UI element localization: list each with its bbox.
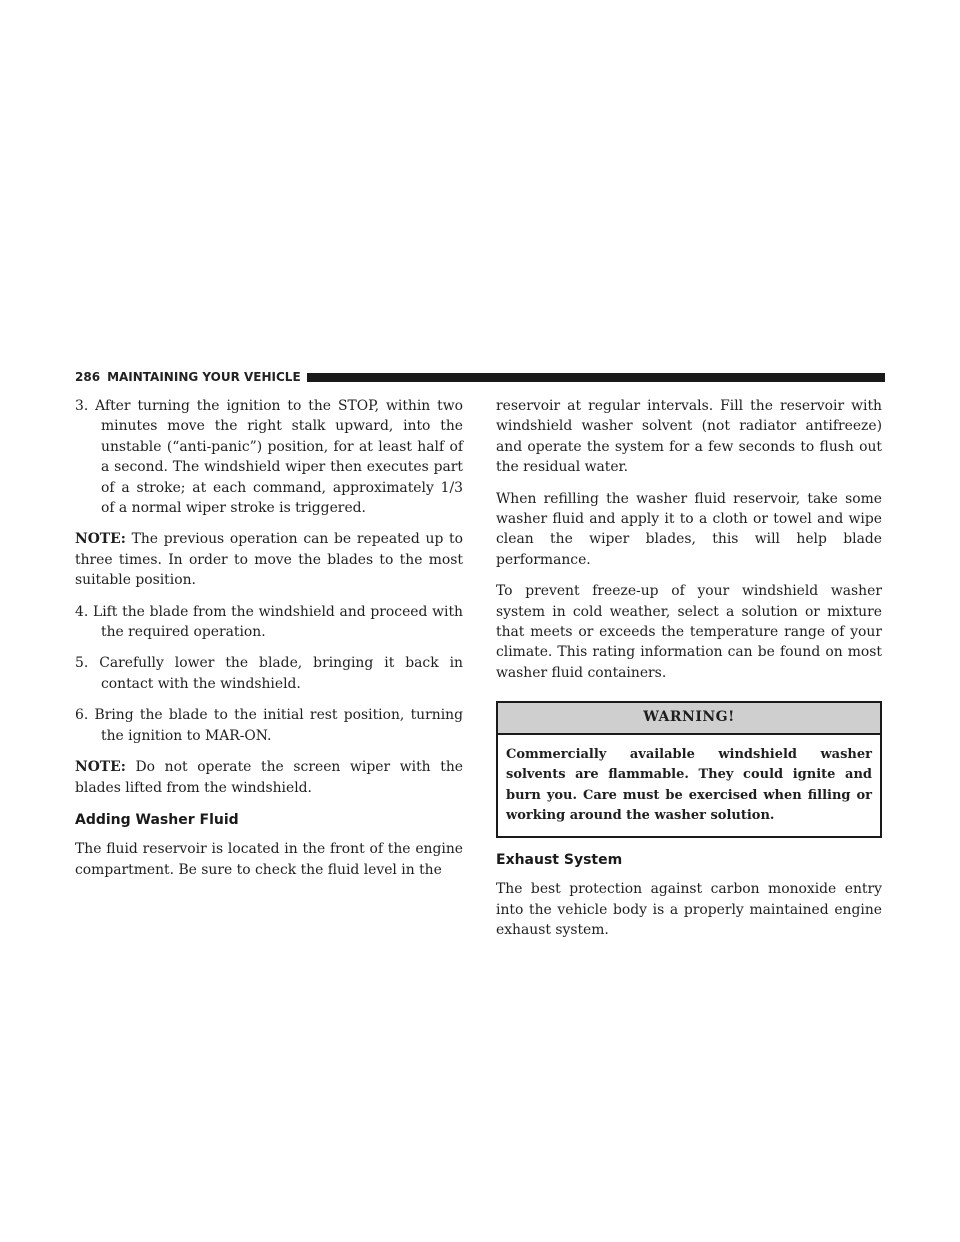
- step-3: 3. After turning the ignition to the STOP, within two minutes move the right stalk upward, into the unstable (“anti-panic”) position, for at least half of a second. The windshield wiper then executes part of a stroke; at each command, approximately 1/3 of a normal wiper stroke is triggered.: [75, 398, 463, 517]
- step-5: 5. Carefully lower the blade, bringing it back in contact with the windshield.: [75, 655, 463, 692]
- page-header: [75, 368, 885, 386]
- header-rule: [307, 373, 885, 382]
- note-text: Do not operate the screen wiper with the blades lifted from the windshield.: [75, 759, 463, 796]
- step-4: 4. Lift the blade from the windshield and proceed with the required operation.: [75, 603, 463, 641]
- warning-title: WARNING!: [498, 703, 880, 734]
- heading-adding-washer-fluid: Adding Washer Fluid: [75, 811, 239, 828]
- exhaust-paragraph-1: The best protection against carbon monoxide entry into the vehicle body is a properly maintained engine exhaust system.: [496, 881, 882, 938]
- warning-text: Commercially available windshield washer solvents are flammable. They could ignite and burn you. Care must be exercised when filling or working around the washer solution.: [506, 746, 872, 824]
- note-2: [75, 757, 463, 798]
- washer-paragraph-2: When refilling the washer fluid reservoir, take some washer fluid and apply it to a cloth or towel and wipe clean the wiper blades, this will help blade performance.: [496, 490, 882, 568]
- note-text: The previous operation can be repeated up to three times. In order to move the blades to the most suitable position.: [75, 531, 463, 589]
- left-column: [75, 396, 463, 891]
- washer-paragraph-3: To prevent freeze-up of your windshield washer system in cold weather, select a solution or mixture that meets or exceeds the temperature range of your climate. This rating information can be found on most washer fluid containers.: [496, 583, 882, 681]
- step-6: 6. Bring the blade to the initial rest position, turning the ignition to MAR-ON.: [75, 707, 463, 744]
- warning-box: [496, 701, 882, 837]
- washer-paragraph-1: The fluid reservoir is located in the front of the engine compartment. Be sure to check the fluid level in the: [75, 841, 463, 878]
- heading-exhaust-system: Exhaust System: [496, 851, 623, 868]
- section-title: MAINTAINING YOUR VEHICLE: [107, 370, 301, 384]
- note-label: NOTE:: [75, 759, 126, 776]
- right-column: [496, 396, 882, 951]
- note-1: [75, 529, 463, 590]
- note-label: NOTE:: [75, 531, 126, 548]
- washer-paragraph-1-continued: reservoir at regular intervals. Fill the reservoir with windshield washer solvent (not radiator antifreeze) and operate the system for a few seconds to flush out the residual water.: [496, 398, 882, 476]
- page-number: 286: [75, 370, 101, 384]
